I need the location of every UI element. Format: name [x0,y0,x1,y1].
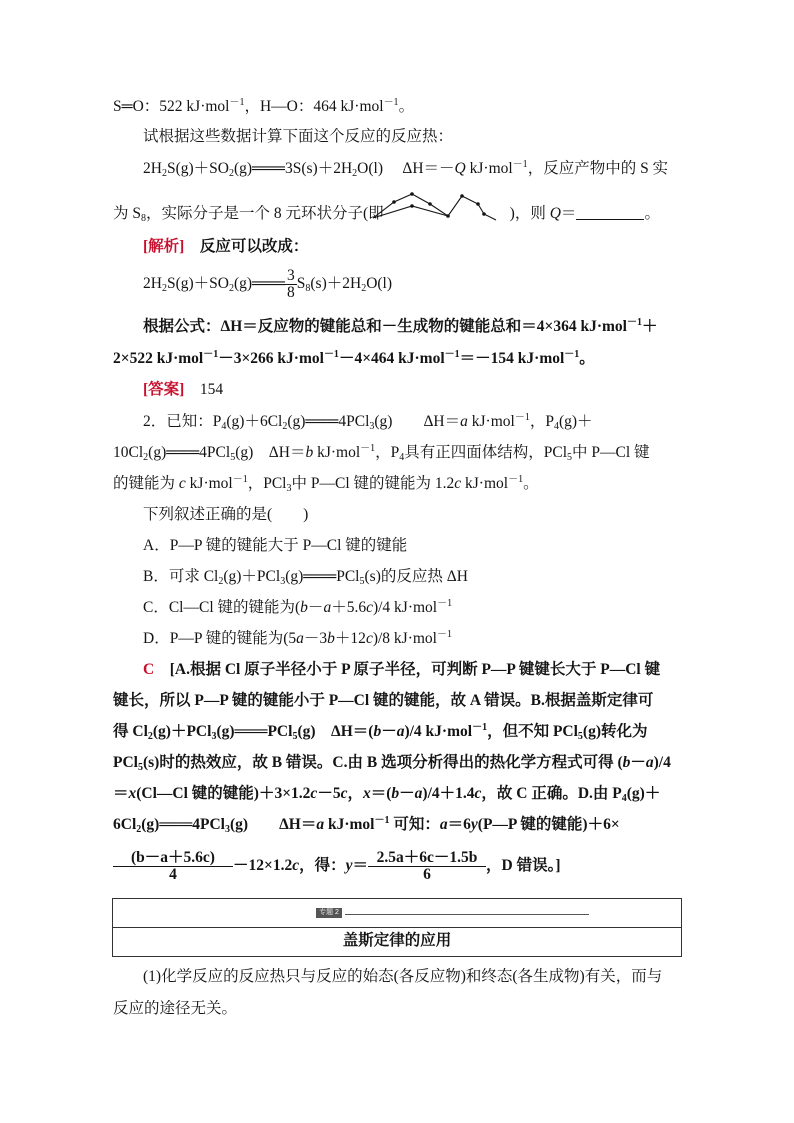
reaction-equation: $2H_2S(g)+SO_2(g)═══3S(s)+2H_2O(l)$ ΔH＝－Q kJ·mol$^{-1}$，反应产物中的 S 实 [143,159,669,179]
analysis-line: [解析] 反应可以改成： [143,238,309,255]
question-2-line-3: 的键能为 c kJ·mol$^{-1}$，PCl$_3$中 P—Cl 键的键能为 1.2c kJ·mol$^{-1}$。 [113,474,539,494]
question-2-line-1: 2．已知：$P_4(g)+6Cl_2(g)═══4PCl_3(g)$ ΔH＝a kJ·mol$^{-1}$，$P_4(g)+$ [143,412,593,432]
explanation-line-3: 得 $Cl_2(g)+PCl_3(g)═══PCl_5(g)$ ΔH＝(b－a)/4 kJ·mol$^{-1}$，但不知 PCl$_5$(g)转化为 [113,722,648,742]
bond-energy-line: S═O：522 kJ·mol$^{-1}$，H—O：464 kJ·mol$^{-1}$。 [113,97,415,115]
explanation-line-1: C [A.根据 Cl 原子半径小于 P 原子半径，可判断 P—P 键键长大于 P—Cl 键 [143,661,661,678]
option-a: A．P—P 键的键能大于 P—Cl 键的键能 [143,537,408,554]
answer-letter: C [143,661,155,678]
section-header [113,899,681,928]
section-box [112,898,682,957]
option-b: B．可求 $Cl_2(g)+PCl_3(g)═══PCl_5(s)$的反应热 ΔH [143,568,468,587]
section-title: 盖斯定律的应用 [342,932,452,949]
explanation-line-5: ＝x(Cl—Cl 键的键能)＋3×1.2c－5c，x＝(b－a)/4＋1.4c，故 C 正确。D.由 $P_4(g)+$ [113,785,661,804]
section-tag-line [345,914,589,915]
explanation-line-2: 键长，所以 P—P 键的键能小于 P—Cl 键的键能，故 A 错误。B.根据盖斯定律可 [113,692,654,709]
option-c: C．Cl—Cl 键的键能为(b－a＋5.6c)/4 kJ·mol$^{-1}$ [143,598,453,616]
answer-tag: [答案] [143,381,185,398]
section-tag: 专题 2 [316,908,342,918]
answer-line: [答案] 154 [143,381,224,398]
formula-line-2: 2×522 kJ·mol$^{-1}$－3×266 kJ·mol$^{-1}$－4×464 kJ·mol$^{-1}$＝－154 kJ·mol$^{-1}$。 [113,349,595,367]
answer-blank [576,205,644,220]
rewritten-equation: $2H_2S(g)+SO_2(g)═══$ $\frac{3}{8}$ $S_8(s)+2H_2O(l)$ [143,267,393,301]
question-2-line-2: $10Cl_2(g)═══4PCl_5(g)$ ΔH＝b kJ·mol$^{-1}$，$P_4$具有正四面体结构，PCl$_5$中 P—Cl 键 [113,443,650,463]
explanation-line-7: $\frac{(b-a+5.6c)}{4}$ －12×1.2c，得：y＝ $\frac{2.5a+6c-1.5b}{6}$ ，D 错误。] [113,850,561,883]
explanation-line-6: $6Cl_2(g)═══4PCl_3(g)$ ΔH＝a kJ·mol$^{-1}$ 可知：a＝6y(P—P 键的键能)＋6× [113,815,620,835]
formula-line-1: 根据公式：ΔH＝反应物的键能总和－生成物的键能总和＝4×364 kJ·mol$^{-1}$＋ [143,317,658,335]
s8-description: 为 $S_8$，实际分子是一个 8 元环状分子(即 )，则 Q＝ 。 [113,205,660,224]
question-2-stem: 下列叙述正确的是( ) [143,506,309,523]
s8-ring-structure [370,192,502,224]
option-d: D．P—P 键的键能为(5a－3b＋12c)/8 kJ·mol$^{-1}$ [143,629,452,647]
explanation-line-4: PCl$_5$(s)时的热效应，故 B 错误。C.由 B 选项分析得出的热化学方程式可得 (b－a)/4 [113,754,671,773]
paragraph-line-2: 反应的途径无关。 [113,1000,238,1017]
analysis-tag: [解析] [143,238,185,255]
question-prompt: 试根据这些数据计算下面这个反应的反应热： [143,128,454,145]
paragraph-line-1: (1)化学反应的反应热只与反应的始态(各反应物)和终态(各生成物)有关，而与 [143,968,663,985]
